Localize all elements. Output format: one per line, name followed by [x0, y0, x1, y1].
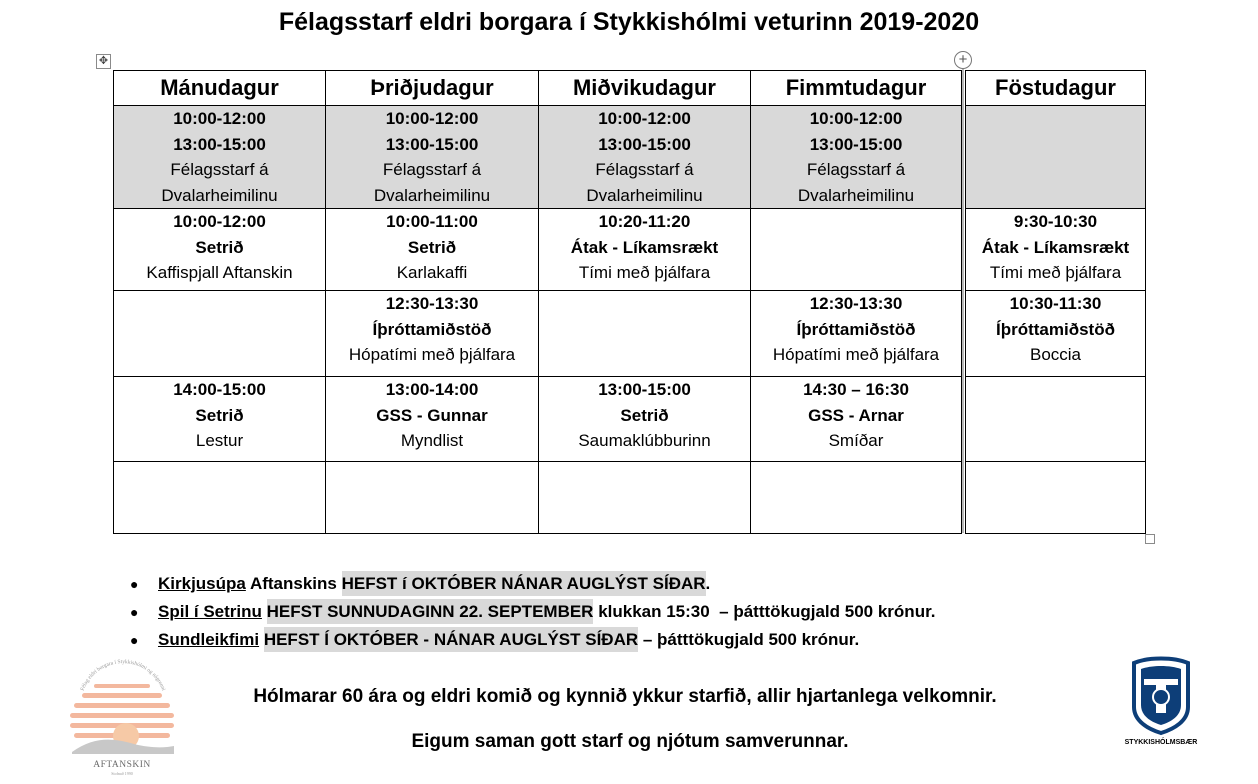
cell-place: Íþróttamiðstöð [996, 319, 1115, 339]
announcement-item [130, 626, 1030, 654]
cell-desc2: Dvalarheimilinu [373, 185, 491, 205]
schedule-cell [114, 462, 326, 534]
announcement-detail: klukkan 15:30 – þátttökugjald 500 krónur. [593, 602, 936, 621]
announcement-detail: . [705, 574, 711, 593]
cell-time2: 13:00-15:00 [598, 134, 691, 154]
cell-place: Setrið [195, 405, 244, 425]
cell-desc2: Dvalarheimilinu [161, 185, 278, 205]
cell-time: 13:00-14:00 [385, 380, 479, 399]
cell-time: 10:00-12:00 [598, 109, 691, 128]
schedule-cell [539, 462, 751, 534]
cell-place: Átak - Líkamsrækt [570, 237, 719, 257]
day-header: Mánudagur [114, 71, 326, 106]
closing-message: Eigum saman gott starf og njótum samverunnar. [411, 731, 849, 752]
cell-place: Setrið [407, 237, 457, 257]
announcement-highlight: HEFST í OKTÓBER NÁNAR AUGLÝST SÍÐAR [342, 571, 706, 596]
cell-time2: 13:00-15:00 [809, 134, 903, 154]
schedule-cell [326, 291, 539, 377]
cell-desc: Hópatími með þjálfara [348, 345, 516, 364]
schedule-cell [539, 291, 751, 377]
day-header: Miðvikudagur [539, 71, 751, 106]
cell-time: 10:00-12:00 [385, 109, 479, 128]
announcement-title: Sundleikfimi [158, 630, 260, 649]
cell-desc2: Dvalarheimilinu [797, 185, 915, 205]
move-arrows-icon: ✥ [98, 55, 109, 67]
cell-desc: Myndlist [400, 431, 464, 450]
insert-column-guide [962, 69, 964, 533]
cell-desc: Boccia [1029, 345, 1082, 364]
schedule-cell [966, 106, 1146, 209]
day-header: Föstudagur [966, 71, 1146, 106]
cell-time: 10:00-12:00 [173, 212, 266, 231]
announcement-list [130, 570, 1030, 654]
announcement-title: Spil í Setrinu [158, 602, 262, 621]
schedule-cell [751, 462, 962, 534]
schedule-cell [539, 106, 751, 209]
schedule-cell [114, 106, 326, 209]
schedule-table-friday [965, 70, 1146, 534]
table-insert-column-handle[interactable] [954, 51, 972, 69]
aftanskin-logo [64, 650, 180, 778]
announcement-text [262, 602, 267, 621]
announcement-title: Kirkjusúpa [158, 574, 246, 593]
cell-desc: Félagsstarf á [170, 160, 269, 179]
schedule-cell [751, 377, 962, 462]
cell-desc: Tími með þjálfara [578, 263, 711, 282]
cell-time: 14:00-15:00 [173, 380, 266, 399]
cell-desc: Lestur [195, 431, 244, 450]
cell-time: 10:00-12:00 [809, 109, 903, 128]
cell-place: Íþróttamiðstöð [372, 319, 492, 339]
cell-desc2: Dvalarheimilinu [586, 185, 703, 205]
cell-time: 12:30-13:30 [809, 294, 903, 313]
document-title: Félagsstarf eldri borgara í Stykkishólmi veturinn 2019-2020 [278, 8, 980, 36]
schedule-cell [326, 106, 539, 209]
cell-desc: Félagsstarf á [382, 160, 482, 179]
stykkisholmsbaer-crest [1120, 655, 1202, 747]
bullet-icon: ● [130, 576, 139, 592]
schedule-cell [751, 291, 962, 377]
cell-time: 9:30-10:30 [1013, 212, 1098, 231]
table-resize-handle[interactable] [1145, 534, 1155, 544]
day-header: Fimmtudagur [751, 71, 962, 106]
cell-place: Setrið [620, 405, 669, 425]
plus-icon: + [958, 51, 968, 68]
cell-place: GSS - Arnar [808, 405, 904, 425]
table-move-handle[interactable] [96, 54, 111, 69]
logo-name: AFTANSKIN [93, 760, 151, 770]
cell-place: GSS - Gunnar [376, 405, 488, 425]
announcement-item [130, 570, 1030, 598]
logo-arc-text: Félag eldri borgara í Stykkishólmi og nágrenni [79, 659, 167, 692]
schedule-cell [539, 377, 751, 462]
schedule-cell [966, 209, 1146, 291]
crest-label: STYKKISHÓLMSBÆR [1124, 739, 1198, 746]
bullet-icon: ● [130, 604, 139, 620]
cell-desc: Karlakaffi [396, 263, 468, 282]
cell-time: 13:00-15:00 [598, 380, 691, 399]
announcement-highlight: HEFST SUNNUDAGINN 22. SEPTEMBER [267, 599, 594, 624]
logo-founded: Stofnað 1990 [111, 771, 133, 776]
schedule-cell [114, 209, 326, 291]
cell-time: 14:30 – 16:30 [803, 380, 909, 399]
cell-time: 12:30-13:30 [385, 294, 479, 313]
welcome-message: Hólmarar 60 ára og eldri komið og kynnið ykkur starfið, allir hjartanlega velkomnir. [253, 686, 997, 707]
cell-time: 10:00-11:00 [386, 212, 478, 231]
schedule-cell [114, 291, 326, 377]
schedule-cell [114, 377, 326, 462]
cell-desc: Félagsstarf á [806, 160, 906, 179]
announcement-highlight: HEFST Í OKTÓBER - NÁNAR AUGLÝST SÍÐAR [264, 627, 638, 652]
cell-desc: Tími með þjálfara [989, 263, 1122, 282]
cell-desc: Hópatími með þjálfara [772, 345, 940, 364]
schedule-cell [326, 377, 539, 462]
schedule-table-mon-thu [113, 70, 962, 534]
announcement-text: Aftanskins [245, 574, 342, 593]
cell-time2: 13:00-15:00 [173, 134, 266, 154]
cell-time: 10:30-11:30 [1009, 294, 1102, 313]
cell-place: Setrið [195, 237, 244, 257]
cell-place: Íþróttamiðstöð [796, 319, 916, 339]
schedule-cell [751, 106, 962, 209]
cell-desc: Félagsstarf á [595, 160, 694, 179]
bullet-icon: ● [130, 632, 139, 648]
cell-desc: Smíðar [828, 431, 884, 450]
announcement-item [130, 598, 1030, 626]
schedule-cell [966, 377, 1146, 462]
cell-time: 10:20-11:20 [598, 212, 691, 231]
schedule-cell [966, 462, 1146, 534]
cell-time: 10:00-12:00 [173, 109, 266, 128]
schedule-cell [751, 209, 962, 291]
cell-desc: Saumaklúbburinn [578, 431, 711, 450]
schedule-cell [326, 462, 539, 534]
schedule-cell [539, 209, 751, 291]
schedule-cell [966, 291, 1146, 377]
announcement-detail: – þátttökugjald 500 krónur. [638, 630, 860, 649]
cell-desc: Kaffispjall Aftanskin [146, 263, 293, 282]
schedule-cell [326, 209, 539, 291]
cell-place: Átak - Líkamsrækt [981, 237, 1130, 257]
day-header: Þriðjudagur [326, 71, 539, 106]
cell-time2: 13:00-15:00 [385, 134, 479, 154]
